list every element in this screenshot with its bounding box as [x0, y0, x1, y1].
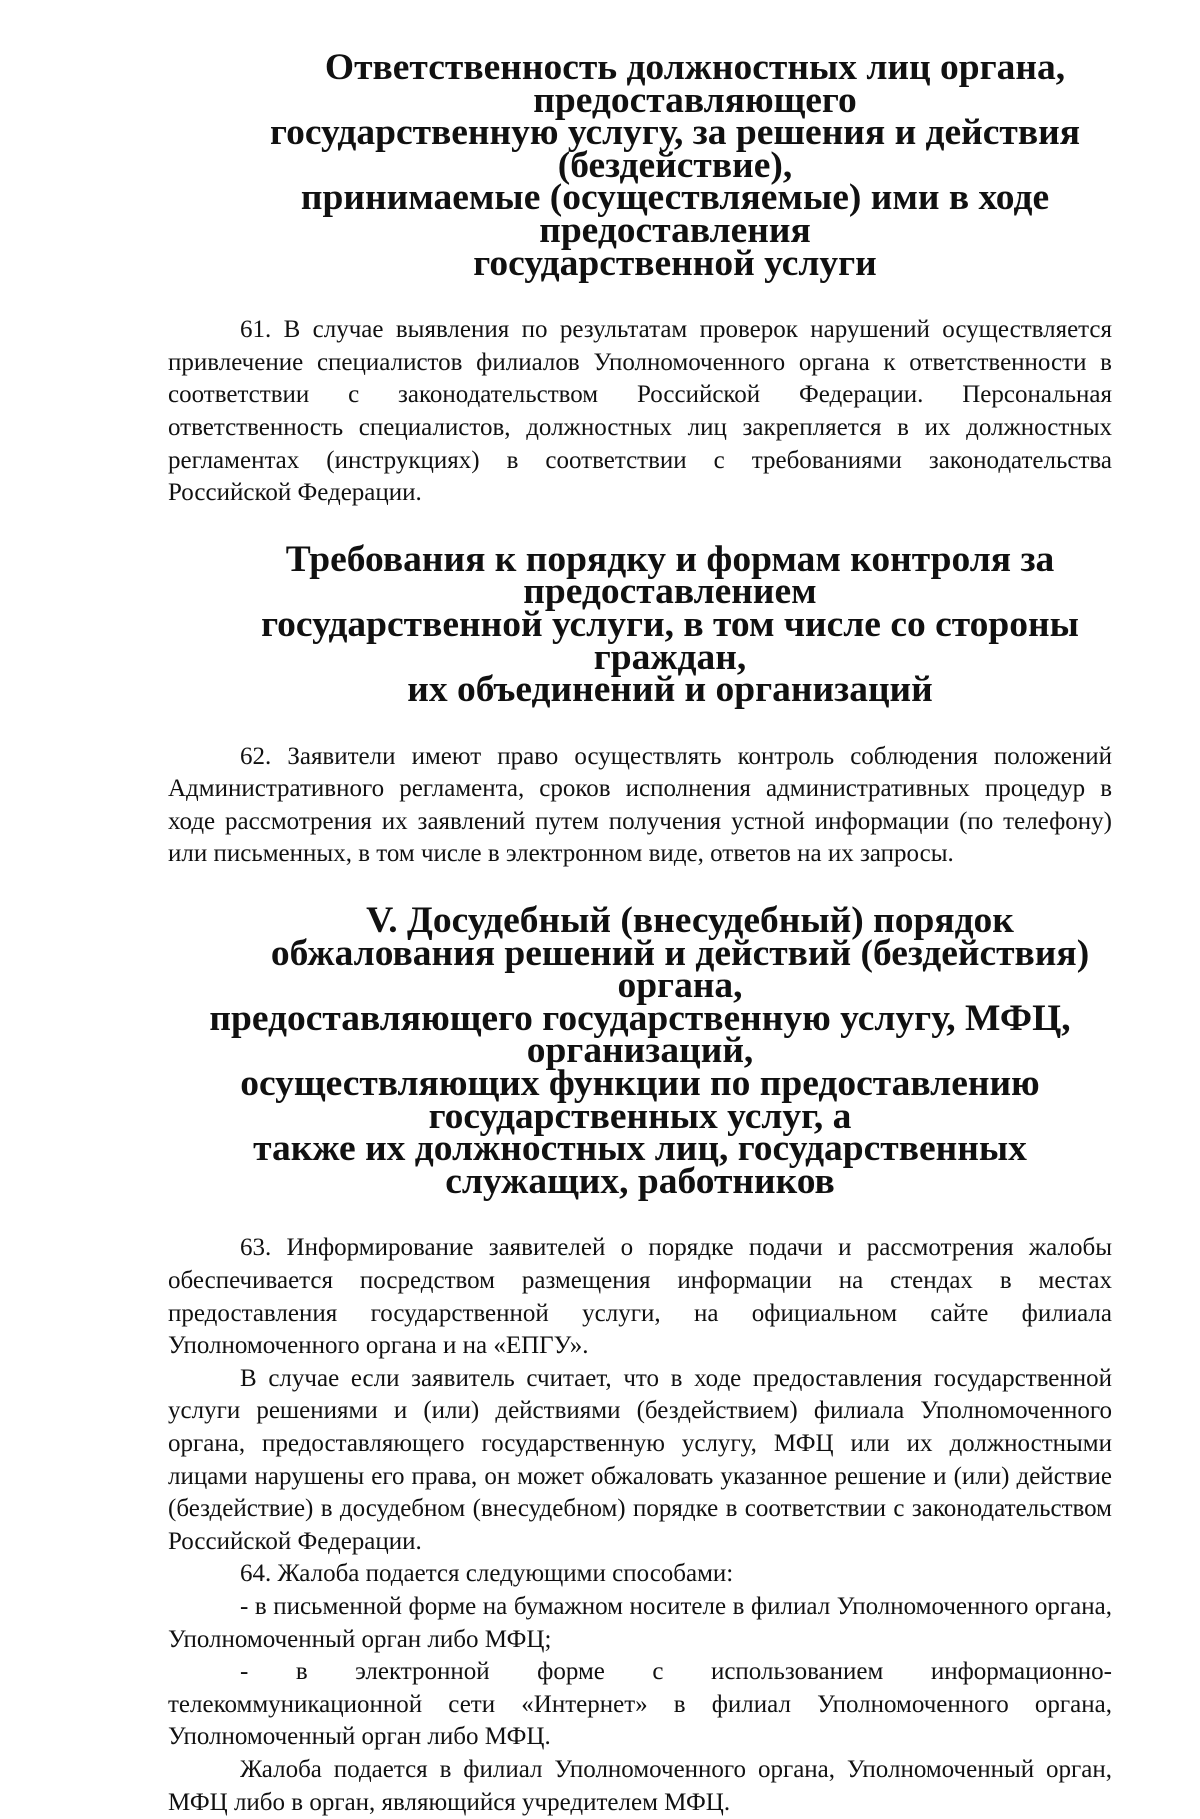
heading-line: Ответственность должностных лиц органа, предоставляющего	[324, 47, 1066, 121]
section-heading-pretrial-appeal	[168, 900, 1112, 1202]
section-heading-control-requirements	[168, 538, 1112, 711]
paragraph-63-continuation: В случае если заявитель считает, что в ходе предоставления государственной услуги решениями и (или) действиями (бездействием) филиала Уполномоченного органа, предоставляющего государственную услугу, МФЦ или их должностными лицами нарушены его права, он может обжаловать указанное решение и (или) действие (бездействие) в досудебном (внесудебном) порядке в соответствии с законодательством Российской Федерации.	[168, 1364, 1112, 1555]
paragraph-64: 64. Жалоба подается следующими способами:	[240, 1560, 734, 1588]
heading-line: также их должностных лиц, государственных служащих, работников	[253, 1128, 1027, 1202]
heading-line: обжалования решений и действий (бездействия) органа,	[270, 932, 1090, 1007]
heading-line: принимаемые (осуществляемые) ими в ходе предоставления	[300, 177, 1050, 251]
heading-line: осуществляющих функции по предоставлению государственных услуг, а	[240, 1063, 1040, 1137]
heading-line: предоставляющего государственную услугу, МФЦ, организаций,	[209, 997, 1071, 1072]
paragraph-61: 61. В случае выявления по результатам проверок нарушений осуществляется привлечение специалистов филиалов Уполномоченного органа к ответственности в соответствии с законодательством Российской Федерации. Персональная ответственность специалистов, должностных лиц закрепляется в их должностных регламентах (инструкциях) в соответствии с требованиями законодательства Российской Федерации.	[168, 316, 1112, 507]
heading-line: государственной услуги	[473, 242, 877, 284]
list-item-electronic-form: - в электронной форме с использованием информационно-телекоммуникационной сети «Интернет» в филиал Уполномоченного органа, Уполномоченный орган либо МФЦ.	[168, 1658, 1112, 1751]
heading-line: их объединений и организаций	[407, 669, 933, 711]
heading-line: Требования к порядку и формам контроля за предоставлением	[285, 538, 1055, 613]
section-heading-responsibility	[168, 47, 1112, 284]
list-item-paper-form: - в письменной форме на бумажном носителе в филиал Уполномоченного органа, Уполномоченный орган либо МФЦ;	[168, 1592, 1112, 1653]
heading-line: государственной услуги, в том числе со стороны граждан,	[261, 603, 1079, 678]
paragraph-63: 63. Информирование заявителей о порядке подачи и рассмотрения жалобы обеспечивается посредством размещения информации на стендах в местах предоставления государственной услуги, на официальном сайте филиала Уполномоченного органа и на «ЕПГУ».	[168, 1234, 1112, 1360]
heading-line: V. Досудебный (внесудебный) порядок	[366, 900, 1014, 942]
paragraph-62: 62. Заявители имеют право осуществлять контроль соблюдения положений Административного регламента, сроков исполнения административных процедур в ходе рассмотрения их заявлений путем получения устной информации (по телефону) или письменных, в том числе в электронном виде, ответов на их запросы.	[168, 742, 1112, 868]
heading-line: государственную услугу, за решения и действия (бездействие),	[269, 112, 1080, 186]
paragraph-64-tail: Жалоба подается в филиал Уполномоченного органа, Уполномоченный орган, МФЦ либо в орган, являющийся учредителем МФЦ.	[168, 1755, 1112, 1816]
